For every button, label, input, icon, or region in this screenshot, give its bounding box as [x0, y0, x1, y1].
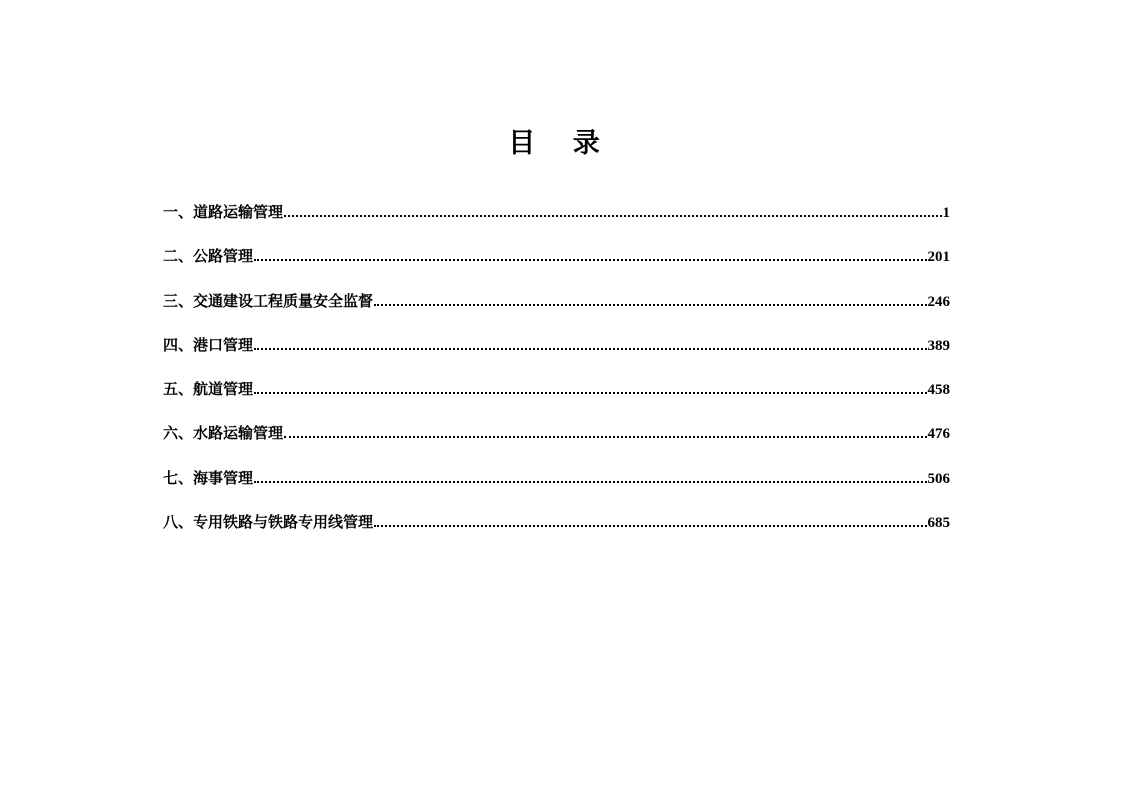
toc-entry-label: 八、专用铁路与铁路专用线管理: [163, 513, 374, 532]
toc-dot-leader: [254, 480, 926, 483]
toc-dot-leader: [254, 391, 926, 394]
table-of-contents: [163, 198, 950, 552]
page-title: 目 录: [508, 128, 614, 159]
toc-entry-label: 一、道路运输管理: [163, 203, 284, 221]
toc-entry[interactable]: [163, 331, 950, 375]
toc-entry[interactable]: [163, 287, 950, 331]
toc-entry[interactable]: [163, 242, 950, 286]
toc-dot-leader: [254, 347, 926, 350]
toc-entry[interactable]: [163, 375, 950, 419]
toc-page-number: 685: [927, 515, 950, 532]
toc-page-number: 201: [927, 249, 950, 266]
toc-page-number: 506: [927, 470, 950, 487]
toc-entry[interactable]: [163, 508, 950, 552]
toc-page-number: 1: [942, 205, 950, 221]
toc-dot-leader: [374, 524, 926, 527]
toc-entry-label: 六、水路运输管理: [163, 424, 284, 443]
toc-entry-label: 二、公路管理: [163, 247, 254, 266]
toc-dot-leader: [284, 435, 926, 438]
toc-entry-label: 四、港口管理: [163, 335, 254, 354]
toc-entry-label: 三、交通建设工程质量安全监督: [163, 291, 374, 310]
toc-page-number: 389: [927, 337, 950, 354]
toc-dot-leader: [254, 258, 926, 261]
toc-entry[interactable]: [163, 464, 950, 508]
toc-entry-label: 五、航道管理: [163, 380, 254, 399]
toc-entry[interactable]: [163, 419, 950, 463]
toc-dot-leader: [374, 303, 926, 306]
toc-page-number: 476: [927, 426, 950, 443]
toc-entry[interactable]: [163, 198, 950, 242]
toc-page-number: 458: [927, 382, 950, 399]
toc-entry-label: 七、海事管理: [163, 468, 254, 487]
toc-page-number: 246: [927, 293, 950, 310]
toc-dot-leader: [284, 214, 941, 217]
